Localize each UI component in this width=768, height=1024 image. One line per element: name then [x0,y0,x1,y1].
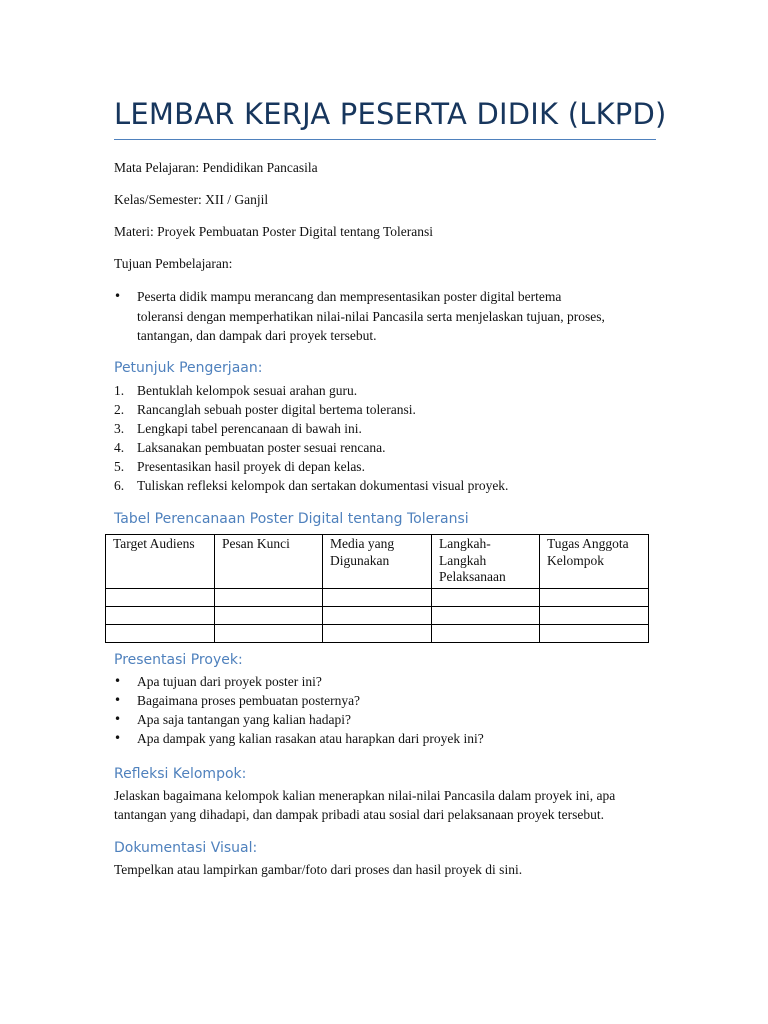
table-row [106,624,649,642]
table-cell[interactable] [432,606,540,624]
table-cell[interactable] [540,624,649,642]
table-cell[interactable] [106,624,215,642]
bullet-icon: • [114,731,122,745]
table-cell[interactable] [323,588,432,606]
header-line: Kelompok [547,552,604,568]
instruction-item [114,438,656,457]
question-text: Apa saja tantangan yang kalian hadapi? [137,712,352,727]
instruction-text: Laksanakan pembuatan poster sesuai rencana. [137,440,386,455]
column-header-steps [432,535,540,589]
header-line: Pesan Kunci [222,536,290,551]
instruction-item [114,457,656,476]
document-title: LEMBAR KERJA PESERTA DIDIK (LKPD) [114,97,667,131]
presentation-questions [114,672,656,748]
objective-line: Peserta didik mampu merancang dan mempresentasikan poster digital bertema [137,289,562,304]
table-row [106,588,649,606]
table-cell[interactable] [215,606,323,624]
subject-line: Mata Pelajaran: Pendidikan Pancasila [114,160,318,175]
instruction-item [114,419,656,438]
header-line: Digunakan [330,552,390,568]
reflection-line: Jelaskan bagaimana kelompok kalian menerapkan nilai-nilai Pancasila dalam proyek ini, apa [114,788,616,803]
header-line: Pelaksanaan [439,569,506,584]
objective-list [114,287,656,346]
instruction-text: Presentasikan hasil proyek di depan kelas. [137,459,365,474]
instruction-text: Lengkapi tabel perencanaan di bawah ini. [137,421,362,436]
table-cell[interactable] [106,606,215,624]
instruction-text: Tuliskan refleksi kelompok dan sertakan dokumentasi visual proyek. [137,478,509,493]
table-cell[interactable] [215,624,323,642]
bullet-icon: • [114,693,122,707]
header-line: Tugas Anggota [547,536,629,551]
column-header-media [323,535,432,589]
table-header-row [106,535,649,589]
objective-line: toleransi dengan memperhatikan nilai-nilai Pancasila serta menjelaskan tujuan, proses, [137,308,605,324]
reflection-paragraph [114,786,660,824]
presentation-heading: Presentasi Proyek: [114,652,243,668]
reflection-heading: Refleksi Kelompok: [114,766,247,782]
class-semester-line: Kelas/Semester: XII / Ganjil [114,192,269,207]
reflection-line: tantangan yang dihadapi, dan dampak pribadi atau sosial dari pelaksanaan proyek tersebut. [114,807,604,822]
question-item [114,672,656,691]
column-header-key-message [215,535,323,589]
question-text: Apa dampak yang kalian rasakan atau harapkan dari proyek ini? [137,731,484,746]
list-number: 6. [114,478,125,493]
question-item [114,729,656,748]
table-cell[interactable] [432,624,540,642]
instruction-text: Rancanglah sebuah poster digital bertema toleransi. [137,402,416,417]
objective-label: Tujuan Pembelajaran: [114,256,233,271]
table-cell[interactable] [215,588,323,606]
list-number: 2. [114,402,125,417]
bullet-icon: • [114,289,122,303]
table-cell[interactable] [540,588,649,606]
planning-table [105,534,649,643]
question-item [114,710,656,729]
instructions-heading: Petunjuk Pengerjaan: [114,360,263,376]
header-line: Langkah- [439,536,491,551]
bullet-icon: • [114,674,122,688]
list-number: 4. [114,440,125,455]
header-line: Target Audiens [113,536,195,551]
table-cell[interactable] [106,588,215,606]
planning-table-heading: Tabel Perencanaan Poster Digital tentang Toleransi [114,511,469,527]
instruction-item [114,381,656,400]
table-cell[interactable] [540,606,649,624]
column-header-target-audience [106,535,215,589]
instructions-list [114,381,656,495]
question-text: Apa tujuan dari proyek poster ini? [137,674,322,689]
title-underline [114,139,656,140]
table-cell[interactable] [323,624,432,642]
header-line: Langkah [439,552,487,568]
documentation-heading: Dokumentasi Visual: [114,840,258,856]
instruction-text: Bentuklah kelompok sesuai arahan guru. [137,383,358,398]
instruction-item [114,476,656,495]
list-number: 3. [114,421,125,436]
list-number: 1. [114,383,125,398]
question-text: Bagaimana proses pembuatan posternya? [137,693,361,708]
question-item [114,691,656,710]
documentation-text: Tempelkan atau lampirkan gambar/foto dari proses dan hasil proyek di sini. [114,862,523,877]
instruction-item [114,400,656,419]
list-number: 5. [114,459,125,474]
objective-line: tantangan, dan dampak dari proyek tersebut. [137,328,377,343]
column-header-member-tasks [540,535,649,589]
objective-item [114,287,656,346]
table-cell[interactable] [432,588,540,606]
header-line: Media yang [330,536,395,551]
table-cell[interactable] [323,606,432,624]
bullet-icon: • [114,712,122,726]
material-line: Materi: Proyek Pembuatan Poster Digital tentang Toleransi [114,224,433,239]
table-row [106,606,649,624]
